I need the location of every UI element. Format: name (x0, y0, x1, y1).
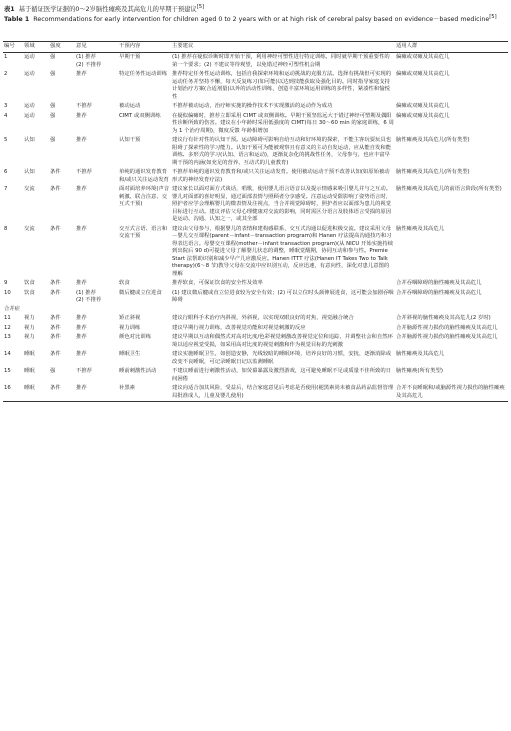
cell-opinion: (1) 推荐 (2) 不推荐 (76, 289, 102, 303)
cell-population: 合并吞咽障碍的脑性瘫痪及其高危儿 (396, 289, 482, 296)
cell-number: 15 (4, 368, 11, 374)
cell-recommendation: 不建议睡前进行刺激性活动，如荧幕暴露及激烈游戏，这可避免睡眠不足或质量不佳所致的日间困倦 (172, 368, 392, 382)
cell-domain: 交流 (24, 186, 35, 192)
table-row (3, 102, 508, 112)
cell-population: 偏瘫或双瘫及其高危儿 (396, 71, 450, 77)
cell-number: 1 (4, 54, 8, 60)
cell-intervention: 矫正斜视 (119, 315, 141, 321)
cell-domain: 认知 (24, 137, 35, 143)
cell-population: 脑性瘫痪及其高危儿 (396, 225, 445, 232)
header-population: 适用人群 (395, 42, 508, 53)
cell-recommendation: 推荐特定任务性运动训练，包括自我探索环境和运动挑战的克服方法。选择有挑战但可实现的运动任务并坚持不懈，每天反复练习(如可能)以达到技能获取及强化目的。同时指导家庭支持计划治疗方案(合适剂量)以外的活动性训练，创造丰富环境运用训练的多样性，紧凑性和愉悦性 (172, 71, 392, 100)
cell-intervention: 特定任务性运动训练 (119, 71, 168, 77)
cell-opinion: 推荐 (76, 315, 87, 321)
cell-domain: 视力 (24, 334, 35, 340)
cell-intervention: 单纯的通识发育教育和/或只关注运动发育 (119, 169, 169, 183)
cell-opinion: 推荐 (75, 384, 118, 402)
cell-intervention: 颜色对比训练 (119, 334, 152, 340)
cell-opinion: 不推荐 (76, 169, 93, 175)
header-strength: 强度 (49, 42, 75, 53)
table-row (3, 53, 508, 71)
cell-population: 偏瘫或双瘫及其高危儿 (396, 112, 450, 119)
cell-domain: 睡眠 (24, 368, 35, 374)
cell-domain: 睡眠 (24, 351, 35, 357)
cell-strength: 强 (50, 137, 56, 143)
cell-strength: 条件 (50, 334, 61, 340)
cell-domain: 运动 (24, 112, 35, 119)
cell-domain: 饮食 (24, 289, 35, 296)
cell-strength: 条件 (50, 186, 61, 192)
table-row (3, 70, 508, 102)
cell-opinion: 推荐 (76, 225, 87, 232)
table-row (3, 225, 508, 280)
cell-number: 12 (4, 324, 11, 331)
cell-strength: 强 (50, 112, 56, 119)
cell-opinion: 推荐 (76, 324, 87, 331)
cell-strength: 条件 (50, 324, 61, 331)
cell-population: 合并脑源性视力损伤的脑性瘫痪及其高危儿 (396, 334, 498, 340)
cell-intervention: 面对面培养环境(声音刺激、联合注意、交互式干预) (119, 186, 170, 207)
cell-domain: 运动 (24, 54, 35, 60)
table-row (3, 136, 508, 168)
cell-population: 脑性瘫痪及其高危儿(所有类型) (396, 137, 470, 143)
table-row (3, 112, 508, 137)
table-row (3, 185, 508, 225)
cell-recommendation: 建议由父母参与，根据婴儿的表情和建构感联系，交互式沟通以促进积极交流。建议采用父母－婴儿交互课程(parent－infant－transaction program)和 Hanen 疗法提高沟通技巧和习得表达语言。母婴交互课程(mother－infant transaction program)(从 NICU 开始实施持续到出院后 90 d)可提进父母了解婴儿状态的调整，睡眠觉醒期，协同互动和参与性。Premie Start 法帮助识别和减少早产儿应激反应。Hanen ITTT 疗法(Hanen IT Takes Two to Talk therapy)(6～8 节)教导父母在交流中应识别互动，反应迅速，有意向性，深化对患儿意图的理解 (172, 225, 394, 277)
table-row (3, 367, 508, 384)
cell-population: 合并脑源性视力损伤的脑性瘫痪及其高危儿 (396, 324, 498, 331)
cell-opinion: 推荐 (76, 71, 87, 77)
cell-intervention: 睡眠卫生 (119, 351, 141, 357)
cell-opinion: 不推荐 (76, 103, 93, 109)
cell-population: 合并吞咽障碍的脑性瘫痪及其高危儿 (396, 280, 482, 286)
cell-population: 合并斜视的脑性瘫痪及其高危儿(2 岁时) (396, 315, 491, 321)
header-opinion: 意见 (75, 42, 118, 53)
cell-number: 8 (4, 225, 8, 232)
cell-intervention: 视力训练 (119, 324, 141, 331)
cell-number: 13 (4, 334, 11, 340)
cell-recommendation: 不推荐单纯的通识发育教育和/或只关注运动发育。使用被动运动干预不改善认知(如原始被动形式的神经发育疗法) (172, 169, 390, 183)
cell-recommendation: 建议早期以互动和偶然式对高对比度/色彩视觉刺激改善视觉定位和追踪，并调整社会和自然环境以适应视觉受损，如采用高对比度的视觉刺激和作为视觉目标的光刺激 (172, 334, 393, 348)
cell-population: 偏瘫或双瘫及其高危儿 (396, 103, 450, 109)
table-row (3, 333, 508, 350)
cell-strength: 条件 (50, 169, 61, 175)
cell-strength: 强 (50, 54, 56, 60)
cell-intervention: CIMT 或双侧训练 (119, 112, 161, 119)
cell-domain: 交流 (24, 225, 35, 232)
cell-intervention: 软食 (119, 280, 130, 286)
cell-recommendation: 建议行有针对性的认知干预。运动障碍可影响自给互动和好环境的探索，不能主客玩耍玩具也阻碍了探索性的学习能力。认知干预可为能被观察且有意义的主动自发运动，应从能自发和能训练、多形式的学习(认知、语言和运动)，逐渐复杂化的挑战性任务，父母参与，也应丰富早期干预的内涵(如充足的营养、互动式的儿童教育) (172, 137, 392, 166)
cell-number: 9 (4, 280, 8, 286)
cell-domain: 运动 (24, 71, 35, 77)
cell-population: 脑性瘫痪及其高危儿(所有类型) (396, 169, 470, 175)
cell-strength: 条件 (50, 351, 61, 357)
cell-opinion: 推荐 (76, 186, 87, 192)
cell-opinion: 不推荐 (76, 368, 93, 374)
cell-number: 3 (4, 103, 8, 109)
cell-strength: 条件 (50, 280, 61, 286)
cell-number: 4 (4, 112, 8, 119)
cell-strength: 强 (50, 71, 56, 77)
cell-recommendation: 在疑似偏瘫时，推荐立即采用 CIMT 或双侧训练。早期干预坚监远大于错过神经可塑期及偶阳性诊断所致的伤害。建议在小年龄时采用低强度的 CIMT(每日 30～60 min 的家庭训练，6 周为 1 个治疗周期)，微度反馈 年龄相增加 (172, 112, 394, 134)
cell-number: 16 (3, 384, 23, 402)
caption-en-ref: [5] (489, 14, 497, 20)
table-row (3, 384, 508, 402)
cell-domain: 认知 (24, 169, 35, 175)
table-row (3, 168, 508, 185)
recommendations-table (3, 41, 508, 402)
cell-recommendation: (1) 推荐在疑似诊断时即开始干预，利用神经可塑性进行特定训练，同时就早期干预重要性的第一个要求；(2) 不建议等待观望，以免错过神经可塑性机会期 (172, 54, 390, 68)
cell-intervention: 被动运动 (119, 103, 141, 109)
caption-cn-ref: [5] (196, 4, 205, 10)
table-row (3, 324, 508, 334)
group-row (3, 306, 508, 315)
cell-strength: 强 (50, 103, 56, 109)
cell-population: 脑性瘫痪及其高危儿 (396, 351, 445, 357)
cell-opinion: 推荐 (76, 112, 87, 119)
caption-en-label: Table 1 (4, 16, 30, 24)
cell-strength: 条件 (50, 289, 61, 296)
table-row (3, 350, 508, 367)
cell-intervention: 微后腱或立位进食 (119, 289, 162, 296)
cell-number: 14 (4, 351, 11, 357)
cell-population: 偏瘫或双瘫及其高危儿 (396, 54, 450, 60)
header-domain: 领域 (23, 42, 49, 53)
cell-population: 合并不良睡眠和/或脑源性视力损伤的脑性瘫痪及其高危儿 (395, 384, 508, 402)
cell-strength: 条件 (49, 384, 75, 402)
cell-population: 脑性瘫痪及其高危儿的前语言阶段(所有类型) (396, 186, 502, 192)
cell-recommendation: (1) 建议微后腱或直立位进食较为安全有效；(2) 可以立位时头颈伸展进食，这可能会加剧吞咽障碍 (172, 289, 394, 303)
cell-recommendation: 建议家长以面对面方式谈话，唱歌，使用婴儿语言语音以及提示情感来吸引婴儿并与之互动。婴儿对面部的喜好明显，通过面部表情与照顾者分享感受。注意运动受限影响了姿势语言时，照护者应学会理解婴儿的微表情及注视点，当合并视觉障碍时，照护者应以面部为患儿的视觉目标进行互动。建议评估父母心理健康对交流的影响，同时需区分语言及肢体语言受损的原因是运动、沟通、认知之一，或其全部 (172, 186, 392, 222)
cell-intervention: 睡前刺激性活动 (119, 368, 157, 374)
cell-number: 5 (4, 137, 8, 143)
cell-opinion: (1) 推荐 (2) 不推荐 (76, 54, 102, 68)
caption-en-title: Recommendations for early intervention for children aged 0 to 2 years with or at high risk of cerebral palsy based on evidence－based medicine (33, 16, 490, 24)
cell-number: 11 (4, 315, 11, 321)
cell-domain: 睡眠 (23, 384, 49, 402)
cell-population: 脑性瘫痪(所有类型) (396, 368, 443, 374)
cell-recommendation: 建议实施睡眠卫生，如创造安静，光线较暗的睡眠环境，培养良好的习惯，安抚，逐渐消除或改变不良睡眠，可记录睡眠日记以监测睡眠 (172, 351, 392, 365)
cell-number: 10 (4, 289, 11, 296)
cell-intervention: 认知干预 (119, 137, 141, 143)
caption-english (4, 13, 507, 25)
cell-opinion: 推荐 (76, 351, 87, 357)
cell-recommendation: 不推荐被动运动，治疗师实施的操作技术不实现激活的运动作为成功 (172, 103, 333, 109)
cell-number: 6 (4, 169, 8, 175)
cell-recommendation: 推荐软食，可保证饮食的安全性及效率 (172, 280, 263, 286)
cell-recommendation: 建议行眼科手术治疗内斜视，外斜视，以实现双眼良好的对焦，视觉融合统合 (172, 315, 354, 321)
cell-domain: 视力 (24, 315, 35, 321)
caption-cn-label: 表1 (4, 6, 15, 14)
cell-opinion: 推荐 (76, 137, 87, 143)
table-header-row (3, 42, 508, 53)
cell-intervention: 交互式言语、语言和交流干预 (119, 225, 168, 239)
cell-opinion: 推荐 (76, 280, 87, 286)
table-row (3, 289, 508, 306)
cell-intervention: 早期干预 (119, 54, 141, 60)
header-recommendation: 主要建议 (171, 42, 395, 53)
caption-cn-title: 基于循证医学证据的0～2岁脑性瘫痪及其高危儿的早期干预建议 (18, 6, 197, 14)
header-number: 编号 (3, 42, 23, 53)
cell-recommendation: 建议早期行视力训练，改善视觉功能和对视觉刺激的反应 (172, 324, 306, 331)
table-row (3, 314, 508, 324)
cell-number: 2 (4, 71, 8, 77)
cell-strength: 条件 (50, 315, 61, 321)
table-row (3, 279, 508, 289)
group-label: 合并症 (4, 306, 21, 312)
cell-opinion: 推荐 (76, 334, 87, 340)
cell-domain: 运动 (24, 103, 35, 109)
cell-domain: 饮食 (24, 280, 35, 286)
header-intervention: 干预内容 (118, 42, 171, 53)
cell-domain: 视力 (24, 324, 35, 331)
cell-recommendation: 建议向适合加其风险，受益后，结合家庭意见后考虑是否使用(褪黑素尚未被食品药品监督管理局批准成人，儿童及婴儿使用) (171, 384, 395, 402)
cell-number: 7 (4, 186, 8, 192)
cell-intervention: 补黑素 (118, 384, 171, 402)
cell-strength: 强 (50, 368, 56, 374)
cell-strength: 条件 (50, 225, 61, 232)
